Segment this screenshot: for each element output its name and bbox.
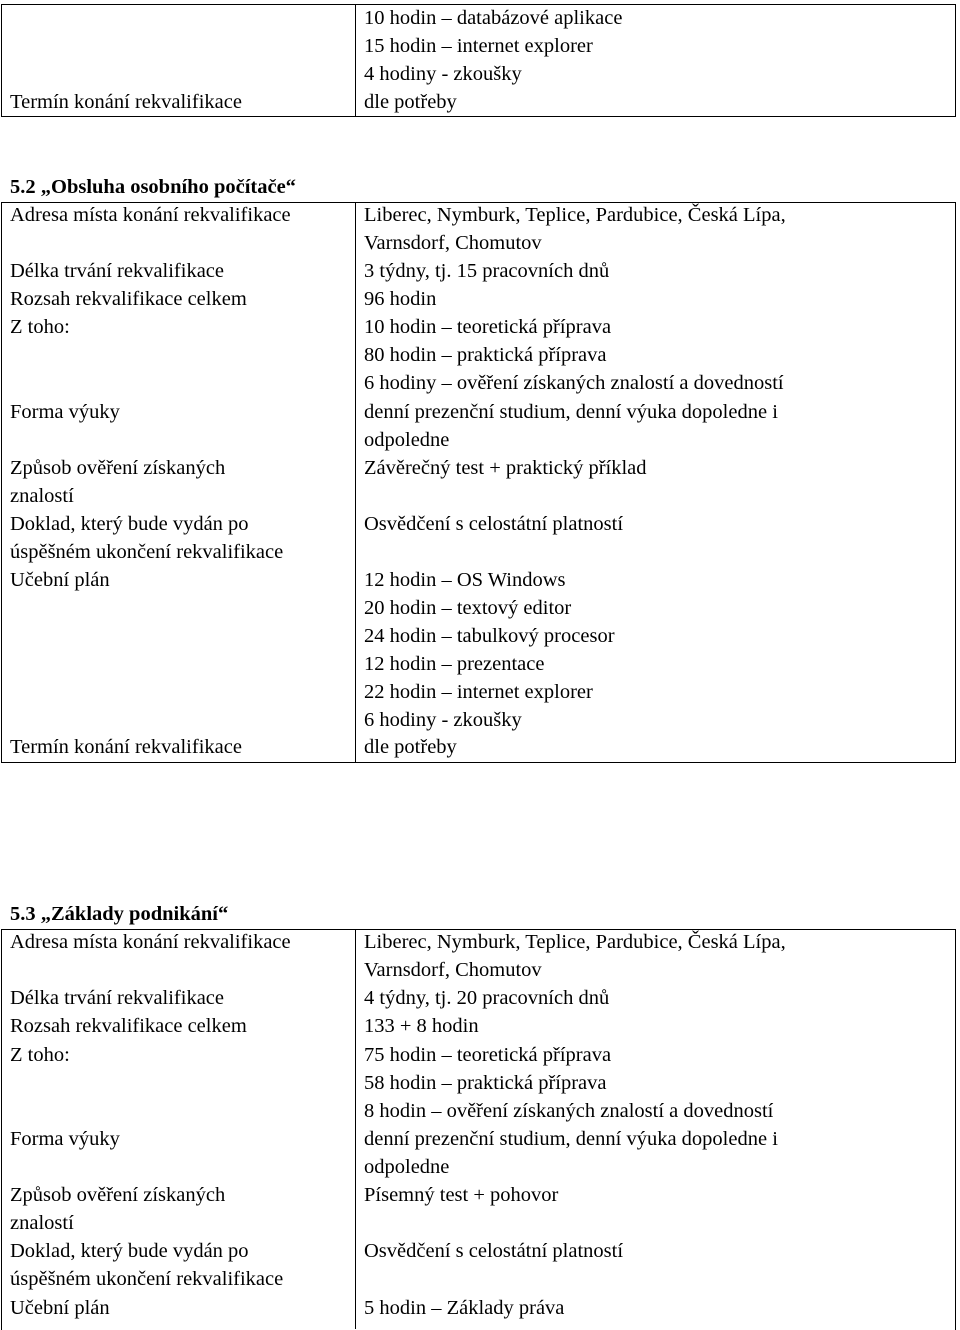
duration-value: 3 týdny, tj. 15 pracovních dnů bbox=[364, 260, 610, 282]
duration-label: Délka trvání rekvalifikace bbox=[10, 987, 224, 1009]
section-heading-5-3: 5.3 „Základy podnikání“ bbox=[10, 903, 229, 925]
certificate-label-line: Doklad, který bude vydán po bbox=[10, 513, 249, 535]
breakdown-line: 6 hodiny – ověření získaných znalostí a dovedností bbox=[364, 372, 784, 394]
scope-label: Rozsah rekvalifikace celkem bbox=[10, 288, 247, 310]
verification-label-line: znalostí bbox=[10, 1212, 74, 1234]
plan-line: 22 hodin – internet explorer bbox=[364, 681, 593, 703]
of-which-value bbox=[364, 313, 954, 397]
address-value bbox=[364, 201, 954, 257]
plan-line: 6 hodiny - zkoušky bbox=[364, 709, 522, 731]
form-label: Forma výuky bbox=[10, 401, 120, 423]
section-5-3-divider bbox=[355, 929, 356, 1329]
plan-line: 10 hodin – databázové aplikace bbox=[364, 7, 623, 29]
of-which-value bbox=[364, 1041, 954, 1125]
scope-label: Rozsah rekvalifikace celkem bbox=[10, 1015, 247, 1037]
plan-label: Učební plán bbox=[10, 1297, 110, 1319]
plan-line: 24 hodin – tabulkový procesor bbox=[364, 625, 615, 647]
plan-line: 15 hodin – internet explorer bbox=[364, 35, 593, 57]
plan-value bbox=[364, 566, 954, 734]
breakdown-line: 10 hodin – teoretická příprava bbox=[364, 316, 612, 338]
address-line: Varnsdorf, Chomutov bbox=[364, 959, 542, 981]
form-line: denní prezenční studium, denní výuka dopoledne i bbox=[364, 1128, 778, 1150]
address-line: Liberec, Nymburk, Teplice, Pardubice, Česká Lípa, bbox=[364, 204, 786, 226]
form-value bbox=[364, 1125, 954, 1181]
top-term-label: Termín konání rekvalifikace bbox=[10, 91, 242, 113]
plan-line: 4 hodiny - zkoušky bbox=[364, 63, 522, 85]
certificate-label-line: Doklad, který bude vydán po bbox=[10, 1240, 249, 1262]
plan-line: 20 hodin – textový editor bbox=[364, 597, 572, 619]
address-value bbox=[364, 928, 954, 984]
plan-value bbox=[364, 1294, 954, 1322]
breakdown-line: 80 hodin – praktická příprava bbox=[364, 344, 607, 366]
plan-line: 12 hodin – prezentace bbox=[364, 653, 545, 675]
address-label: Adresa místa konání rekvalifikace bbox=[10, 204, 291, 226]
verification-label bbox=[10, 454, 350, 510]
form-label: Forma výuky bbox=[10, 1128, 120, 1150]
verification-value: Písemný test + pohovor bbox=[364, 1184, 559, 1206]
form-value bbox=[364, 398, 954, 454]
certificate-label bbox=[10, 1237, 350, 1293]
plan-line: 12 hodin – OS Windows bbox=[364, 569, 566, 591]
of-which-label: Z toho: bbox=[10, 1044, 70, 1066]
breakdown-line: 58 hodin – praktická příprava bbox=[364, 1072, 607, 1094]
verification-label-line: Způsob ověření získaných bbox=[10, 1184, 226, 1206]
verification-label-line: Způsob ověření získaných bbox=[10, 457, 226, 479]
top-table-divider bbox=[355, 4, 356, 116]
form-line: odpoledne bbox=[364, 1156, 450, 1178]
form-line: denní prezenční studium, denní výuka dopoledne i bbox=[364, 401, 778, 423]
certificate-value: Osvědčení s celostátní platností bbox=[364, 1240, 624, 1262]
term-label: Termín konání rekvalifikace bbox=[10, 736, 242, 758]
breakdown-line: 8 hodin – ověření získaných znalostí a dovedností bbox=[364, 1100, 774, 1122]
certificate-value: Osvědčení s celostátní platností bbox=[364, 513, 624, 535]
duration-label: Délka trvání rekvalifikace bbox=[10, 260, 224, 282]
certificate-label bbox=[10, 510, 350, 566]
address-line: Varnsdorf, Chomutov bbox=[364, 232, 542, 254]
form-line: odpoledne bbox=[364, 429, 450, 451]
scope-value: 96 hodin bbox=[364, 288, 437, 310]
of-which-label: Z toho: bbox=[10, 316, 70, 338]
duration-value: 4 týdny, tj. 20 pracovních dnů bbox=[364, 987, 610, 1009]
section-5-2-divider bbox=[355, 202, 356, 762]
verification-label-line: znalostí bbox=[10, 485, 74, 507]
top-term-value: dle potřeby bbox=[364, 91, 457, 113]
certificate-label-line: úspěšném ukončení rekvalifikace bbox=[10, 541, 284, 563]
certificate-label-line: úspěšném ukončení rekvalifikace bbox=[10, 1268, 284, 1290]
breakdown-line: 75 hodin – teoretická příprava bbox=[364, 1044, 612, 1066]
plan-line: 5 hodin – Základy práva bbox=[364, 1297, 565, 1319]
plan-label: Učební plán bbox=[10, 569, 110, 591]
verification-value: Závěrečný test + praktický příklad bbox=[364, 457, 647, 479]
verification-label bbox=[10, 1181, 350, 1237]
scope-value: 133 + 8 hodin bbox=[364, 1015, 479, 1037]
address-label: Adresa místa konání rekvalifikace bbox=[10, 931, 291, 953]
address-line: Liberec, Nymburk, Teplice, Pardubice, Česká Lípa, bbox=[364, 931, 786, 953]
top-plan-tail bbox=[364, 4, 954, 88]
section-heading-5-2: 5.2 „Obsluha osobního počítače“ bbox=[10, 176, 296, 198]
term-value: dle potřeby bbox=[364, 736, 457, 758]
